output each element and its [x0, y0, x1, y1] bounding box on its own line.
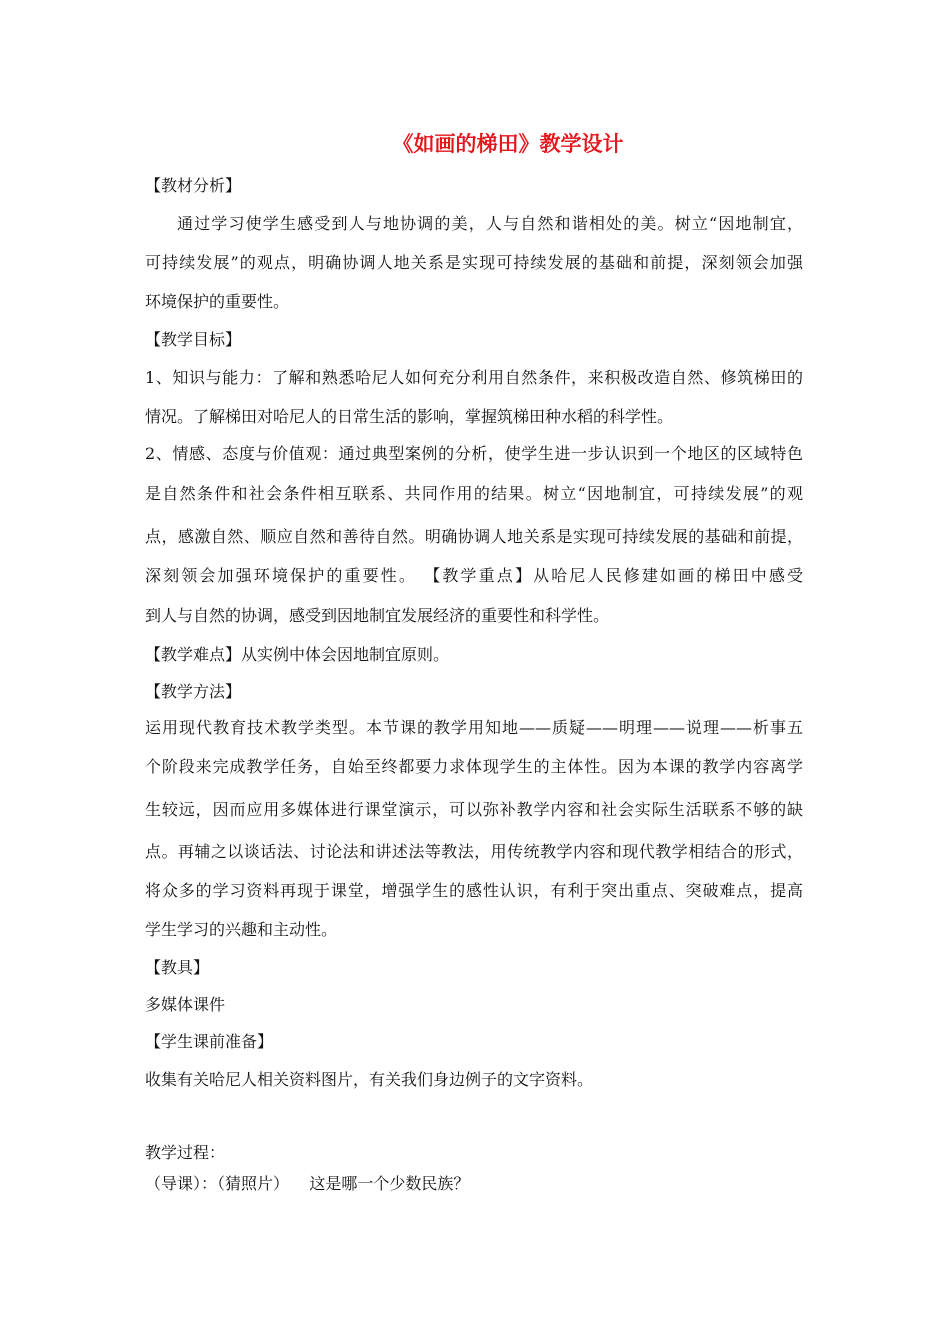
heading-teaching-goals: 【教学目标】: [145, 330, 242, 349]
lead-in-line: （导课）：（猜照片） 这是哪一个少数民族？: [145, 1174, 470, 1193]
paragraph-line: 收集有关哈尼人相关资料图片，有关我们身边例子的文字资料。: [145, 1070, 594, 1089]
heading-textbook-analysis: 【教材分析】: [145, 176, 242, 195]
paragraph-line: 点。再辅之以谈话法、讨论法和讲述法等教法，用传统教学内容和现代教学相结合的形式，: [145, 842, 803, 861]
document-title: 《如画的梯田》教学设计: [392, 132, 624, 156]
paragraph-line: 环境保护的重要性。: [145, 292, 290, 311]
heading-teaching-difficulty: 【教学难点】从实例中体会因地制宜原则。: [145, 645, 450, 664]
heading-student-preparation: 【学生课前准备】: [145, 1032, 274, 1051]
paragraph-line: 1、知识与能力：了解和熟悉哈尼人如何充分利用自然条件，来积极改造自然、修筑梯田的: [145, 368, 803, 387]
paragraph-line: 运用现代教育技术教学类型。本节课的教学用知地——质疑——明理——说理——析事五: [145, 718, 803, 737]
paragraph-line: 2、情感、态度与价值观：通过典型案例的分析，使学生进一步认识到一个地区的区域特色: [145, 444, 803, 463]
paragraph-line: 可持续发展”的观点，明确协调人地关系是实现可持续发展的基础和前提，深刻领会加强: [145, 253, 803, 272]
paragraph-line: 多媒体课件: [145, 995, 226, 1014]
heading-teaching-aids: 【教具】: [145, 958, 210, 977]
paragraph-line: 是自然条件和社会条件相互联系、共同作用的结果。树立“因地制宜，可持续发展”的观: [145, 484, 803, 503]
paragraph-line: 生较远，因而应用多媒体进行课堂演示，可以弥补教学内容和社会实际生活联系不够的缺: [145, 800, 803, 819]
paragraph-line: 到人与自然的协调，感受到因地制宜发展经济的重要性和科学性。: [145, 606, 610, 625]
paragraph-line: 深刻领会加强环境保护的重要性。 【教学重点】从哈尼人民修建如画的梯田中感受: [145, 566, 803, 585]
paragraph-line: 通过学习使学生感受到人与地协调的美，人与自然和谐相处的美。树立“因地制宜，: [177, 214, 803, 233]
teaching-process-label: 教学过程：: [145, 1143, 226, 1162]
paragraph-line: 点，感激自然、顺应自然和善待自然。明确协调人地关系是实现可持续发展的基础和前提，: [145, 527, 803, 546]
paragraph-line: 将众多的学习资料再现于课堂，增强学生的感性认识，有利于突出重点、突破难点，提高: [145, 881, 803, 900]
paragraph-line: 情况。了解梯田对哈尼人的日常生活的影响，掌握筑梯田种水稻的科学性。: [145, 407, 674, 426]
heading-teaching-method: 【教学方法】: [145, 682, 242, 701]
paragraph-line: 学生学习的兴趣和主动性。: [145, 920, 338, 939]
paragraph-line: 个阶段来完成教学任务，自始至终都要力求体现学生的主体性。因为本课的教学内容离学: [145, 757, 803, 776]
